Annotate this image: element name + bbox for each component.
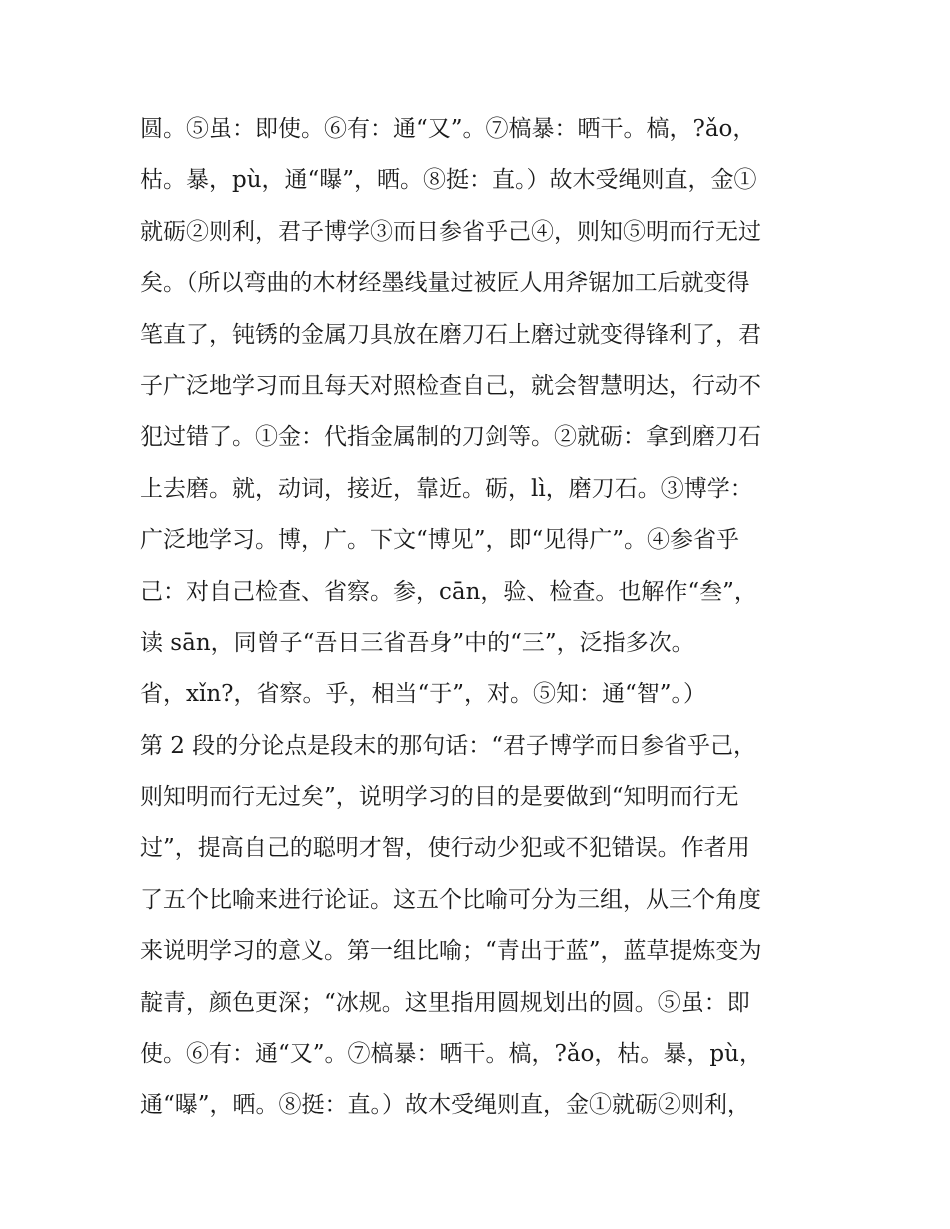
text-line: 则知明而行无过矣”，说明学习的目的是要做到“知明而行无 xyxy=(140,784,739,811)
text-line: 使。⑥有：通“又”。⑦槁暴：晒干。槁，?ǎo，枯。暴，pù， xyxy=(140,1041,762,1068)
text-line: 第 2 段的分论点是段末的那句话：“君子博学而日参省乎己， xyxy=(140,732,757,759)
text-line: 靛青，颜色更深；“冰规。这里指用圆规划出的圆。⑤虽：即 xyxy=(140,989,750,1016)
text-line: 圆。⑤虽：即使。⑥有：通“又”。⑦槁暴：晒干。槁，?ǎo， xyxy=(140,116,756,142)
text-line: 读 sān，同曾子“吾日三省吾身”中的“三”，泛指多次。 xyxy=(140,629,695,656)
text-line: 省，xǐn?，省察。乎，相当“于”，对。⑤知：通“智”。） xyxy=(140,681,707,708)
text-line: 犯过错了。①金：代指金属制的刀剑等。②就砺：拿到磨刀石 xyxy=(140,424,761,451)
text-line: 了五个比喻来进行论证。这五个比喻可分为三组，从三个角度 xyxy=(140,886,761,913)
text-line: 通“曝”，晒。⑧挺：直。）故木受绳则直，金①就砺②则利， xyxy=(140,1092,751,1119)
text-line: 己：对自己检查、省察。参，cān，验、检查。也解作“叁”， xyxy=(140,578,757,605)
text-line: 来说明学习的意义。第一组比喻；“青出于蓝”，蓝草提炼变为 xyxy=(140,938,762,965)
body-text xyxy=(140,104,830,1132)
text-line: 就砺②则利，君子博学③而日参省乎己④，则知⑤明而行无过 xyxy=(140,218,761,245)
text-line: 笔直了，钝锈的金属刀具放在磨刀石上磨过就变得锋利了，君 xyxy=(140,321,761,348)
text-line: 广泛地学习。博，广。下文“博见”，即“见得广”。④参省乎 xyxy=(140,527,740,554)
text-line: 子广泛地学习而且每天对照检查自己，就会智慧明达，行动不 xyxy=(140,372,761,399)
text-line: 矣。（所以弯曲的木材经墨线量过被匠人用斧锯加工后就变得 xyxy=(140,270,750,297)
text-line: 上去磨。就，动词，接近，靠近。砺，lì，磨刀石。③博学： xyxy=(140,475,753,502)
text-line: 过”，提高自己的聪明才智，使行动少犯或不犯错误。作者用 xyxy=(140,835,750,862)
text-line: 枯。暴，pù，通“曝”，晒。⑧挺：直。）故木受绳则直，金① xyxy=(140,167,757,194)
